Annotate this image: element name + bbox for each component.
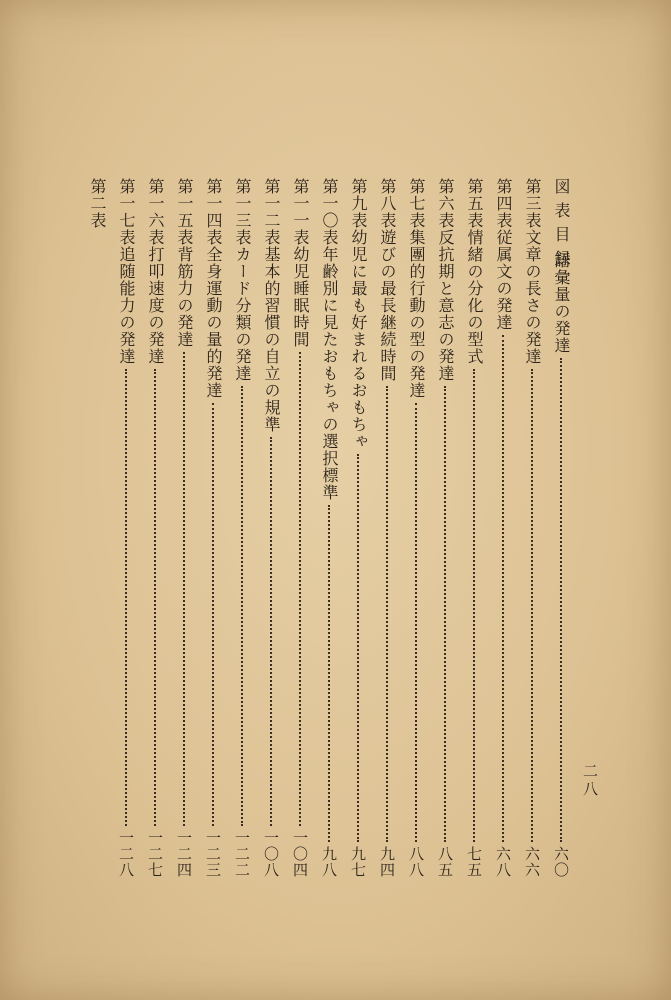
entry-title: 遊びの最長継続時間	[378, 229, 397, 382]
toc-entry	[549, 252, 573, 878]
entry-page: 八五	[436, 846, 454, 878]
entry-title: 追随能力の発達	[117, 246, 136, 365]
entry-title: 情緒の分化の型式	[465, 229, 484, 365]
entry-label: 第六表	[436, 178, 455, 229]
entry-label: 第一四表	[204, 178, 223, 246]
dot-leader	[560, 358, 562, 842]
entry-label: 第七表	[407, 178, 426, 229]
dot-leader	[125, 369, 127, 826]
entry-page: 六六	[523, 846, 541, 878]
dot-leader	[444, 386, 446, 842]
entry-page: 一〇八	[262, 830, 280, 878]
entry-page: 八八	[407, 846, 425, 878]
dot-leader	[154, 369, 156, 826]
entry-page: 一二三	[204, 830, 222, 878]
entry-label: 第二表	[88, 178, 107, 229]
entry-title: 反抗期と意志の発達	[436, 229, 455, 382]
entry-title: 打叩速度の発達	[146, 246, 165, 365]
toc-entry	[375, 178, 399, 878]
entry-page: 一二二	[233, 830, 251, 878]
toc-entry	[201, 178, 225, 878]
toc-entry	[114, 178, 138, 878]
dot-leader	[241, 386, 243, 826]
entry-title: 語彙量の発達	[552, 252, 571, 354]
toc-entry	[433, 178, 457, 878]
entry-page: 七五	[465, 846, 483, 878]
entry-title: 文章の長さの発達	[523, 229, 542, 365]
entry-page: 九七	[349, 846, 367, 878]
entry-page: 九四	[378, 846, 396, 878]
toc-entry	[259, 178, 283, 878]
entry-title: 幼児睡眠時間	[291, 246, 310, 348]
toc-entry	[462, 178, 486, 878]
entry-page: 一〇四	[291, 830, 309, 878]
entry-label: 第一五表	[175, 178, 194, 246]
dot-leader	[357, 454, 359, 842]
toc-entry	[317, 178, 341, 878]
toc-entry	[491, 178, 515, 878]
dot-leader	[328, 505, 330, 842]
entry-label: 第八表	[378, 178, 397, 229]
page-number: 二八	[581, 763, 599, 799]
dot-leader	[502, 335, 504, 842]
entry-title: 基本的習慣の自立の規準	[262, 246, 281, 433]
entry-page: 六八	[494, 846, 512, 878]
toc-entry	[85, 178, 109, 878]
dot-leader	[183, 352, 185, 826]
entry-page: 一二四	[175, 830, 193, 878]
entry-label: 第一二表	[262, 178, 281, 246]
entry-label: 第九表	[349, 178, 368, 229]
entry-title: 年齢別に見たおもちゃの選択標準	[320, 246, 339, 501]
entry-title: 全身運動の量的発達	[204, 246, 223, 399]
toc-entry	[230, 178, 254, 878]
entry-label: 第一七表	[117, 178, 136, 246]
entry-label: 第五表	[465, 178, 484, 229]
entry-title: 背筋力の発達	[175, 246, 194, 348]
entry-label: 第一一表	[291, 178, 310, 246]
dot-leader	[212, 403, 214, 826]
entry-label: 第一三表	[233, 178, 252, 246]
dot-leader	[270, 437, 272, 826]
entry-title: 従属文の発達	[494, 229, 513, 331]
dot-leader	[531, 369, 533, 842]
dot-leader	[473, 369, 475, 842]
dot-leader	[299, 352, 301, 826]
toc-entry	[404, 178, 428, 878]
dot-leader	[386, 386, 388, 842]
entry-title: 集團的行動の型の発達	[407, 229, 426, 399]
entry-page: 一二七	[146, 830, 164, 878]
toc-entry	[288, 178, 312, 878]
section-heading: 図表目録	[552, 178, 571, 274]
entry-page: 一二八	[117, 830, 135, 878]
toc-entry	[346, 178, 370, 878]
entry-label: 第四表	[494, 178, 513, 229]
entry-title: 幼児に最も好まれるおもちゃ	[349, 229, 368, 450]
toc-entry	[520, 178, 544, 878]
toc-entry	[143, 178, 167, 878]
entry-label: 第三表	[523, 178, 542, 229]
entry-label: 第一〇表	[320, 178, 339, 246]
dot-leader	[415, 403, 417, 842]
entry-title: カード分類の発達	[233, 246, 252, 382]
entry-label: 第一六表	[146, 178, 165, 246]
toc-entry	[172, 178, 196, 878]
entry-page: 六〇	[552, 846, 570, 878]
entry-page: 九八	[320, 846, 338, 878]
